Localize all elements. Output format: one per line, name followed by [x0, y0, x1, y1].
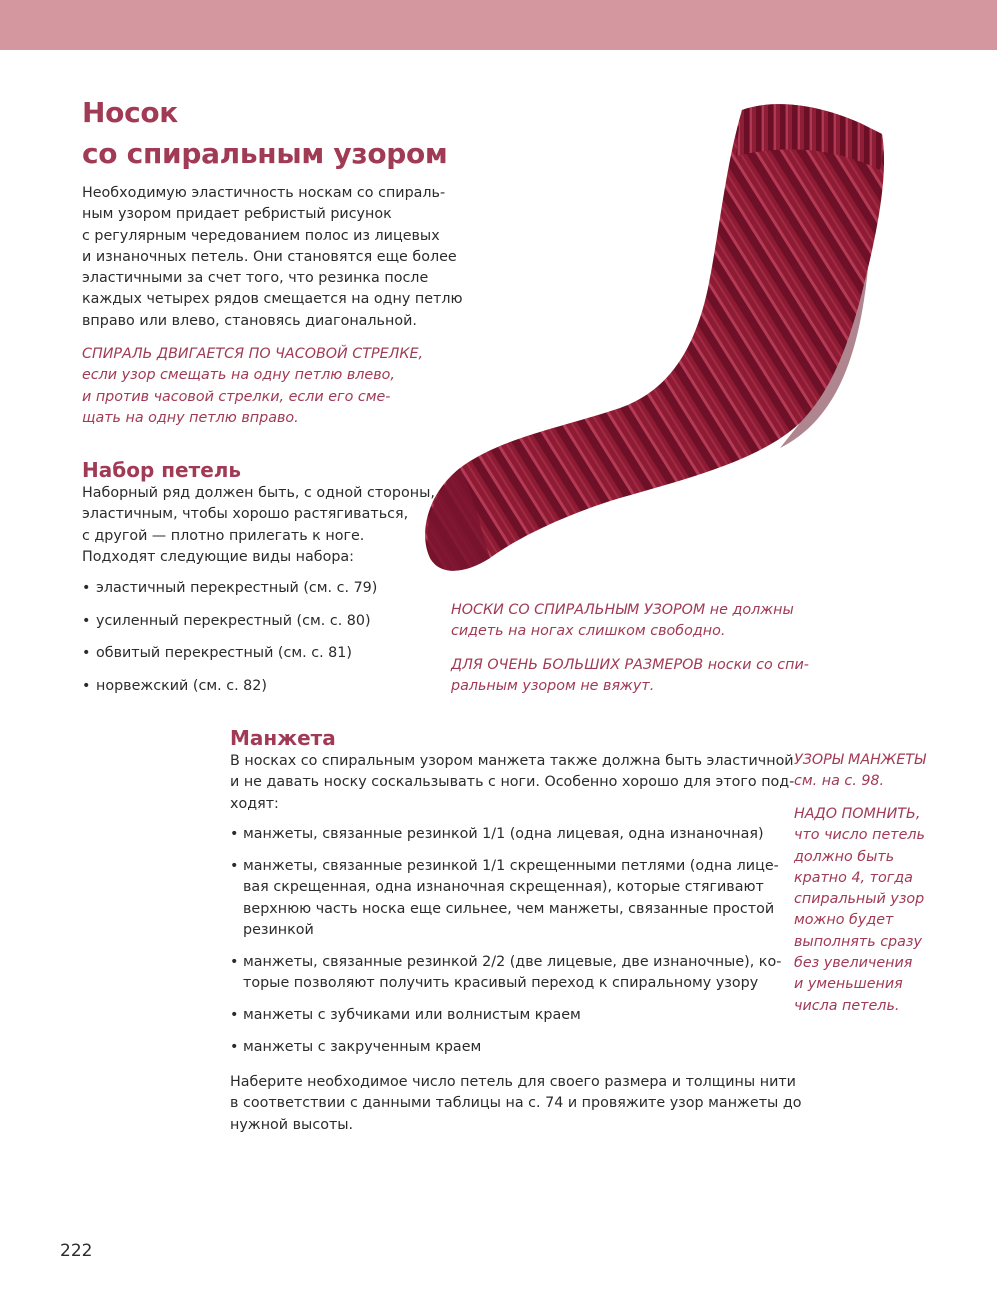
note-line: СПИРАЛЬ ДВИГАЕТСЯ ПО ЧАСОВОЙ СТРЕЛКЕ, — [82, 346, 424, 362]
bullet: • — [230, 1007, 239, 1024]
sidebar-line: без увеличения — [794, 955, 913, 972]
intro-line: и изнаночных петель. Они становятся еще более — [82, 248, 457, 265]
sidebar-line: спиральный узор — [794, 891, 925, 908]
list-item-text: торые позволяют получить красивый переход к спиральному узору — [243, 975, 759, 992]
list-item — [230, 856, 779, 941]
sock-body — [425, 104, 884, 571]
list-item-text: усиленный перекрестный (см. с. 80) — [96, 612, 371, 629]
intro-paragraph — [82, 183, 463, 332]
title-line: Носок — [82, 96, 179, 129]
cast-on-line: Подходят следующие виды набора: — [82, 548, 354, 565]
list-item-text: манжеты с зубчиками или волнистым краем — [243, 1007, 581, 1024]
intro-line: ным узором придает ребристый рисунок — [82, 206, 392, 223]
cuff-line: и не давать носку соскальзывать с ноги. Особенно хорошо для этого под- — [230, 774, 795, 791]
note-line: и против часовой стрелки, если его сме- — [82, 388, 391, 405]
cast-on-line: эластичным, чтобы хорошо растягиваться, — [82, 506, 409, 523]
caption-line: ральным узором не вяжут. — [451, 678, 655, 695]
cuff-outro-paragraph — [230, 1072, 802, 1136]
sidebar-line: кратно 4, тогда — [794, 869, 913, 886]
list-item-text: эластичный перекрестный (см. с. 79) — [96, 580, 378, 596]
intro-line: вправо или влево, становясь диагональной. — [82, 312, 417, 329]
sidebar-line: выполнять сразу — [794, 933, 922, 950]
list-item — [82, 643, 377, 676]
cuff-line: ходят: — [230, 795, 279, 812]
page-number: 222 — [60, 1241, 93, 1261]
knitted-sock-photo — [420, 88, 900, 588]
cuff-list — [230, 824, 782, 1069]
list-item-text: верхнюю часть носка еще сильнее, чем манжеты, связанные простой — [243, 900, 775, 917]
caption-line: НОСКИ СО СПИРАЛЬНЫМ УЗОРОМ не должны — [451, 602, 794, 618]
list-item-text: манжеты, связанные резинкой 2/2 (две лицевые, две изнаночные), ко- — [243, 953, 782, 970]
note-line: щать на одну петлю вправо. — [82, 409, 299, 426]
sidebar-note-2 — [794, 804, 974, 1017]
list-item-text: резинкой — [243, 921, 314, 938]
sidebar-line: числа петель. — [794, 997, 900, 1014]
list-item — [230, 824, 770, 845]
header-band — [0, 0, 997, 50]
bullet: • — [82, 645, 91, 661]
list-item — [230, 952, 782, 995]
intro-line: Необходимую эластичность носкам со спираль- — [82, 185, 446, 201]
outro-line: в соответствии с данными таблицы на с. 74 и провяжите узор манжеты до — [230, 1095, 802, 1112]
sidebar-note-1 — [794, 750, 974, 793]
list-item-text: обвитый перекрестный (см. с. 81) — [96, 645, 352, 661]
intro-line: эластичными за счет того, что резинка после — [82, 270, 429, 287]
image-caption-2 — [451, 655, 831, 698]
image-caption-1 — [451, 600, 831, 643]
cast-on-line: с другой — плотно прилегать к ноге. — [82, 527, 365, 544]
bullet: • — [230, 826, 239, 842]
list-item-text: норвежский (см. с. 82) — [96, 677, 267, 694]
list-item-text: манжеты с закрученным краем — [243, 1039, 482, 1056]
list-item — [82, 578, 377, 611]
sidebar-line: НАДО ПОМНИТЬ, — [794, 806, 921, 822]
caption-line: ДЛЯ ОЧЕНЬ БОЛЬШИХ РАЗМЕРОВ носки со спи- — [451, 657, 809, 673]
sidebar-line: и уменьшения — [794, 976, 903, 993]
list-item — [82, 611, 377, 644]
cuff-line: В носках со спиральным узором манжета также должна быть эластичной — [230, 753, 794, 769]
cast-on-paragraph — [82, 483, 435, 568]
cuff-paragraph — [230, 751, 795, 815]
outro-line: нужной высоты. — [230, 1116, 354, 1133]
bullet: • — [230, 953, 239, 970]
list-item — [230, 1005, 770, 1026]
list-item — [230, 1037, 770, 1058]
sidebar-line: можно будет — [794, 912, 894, 929]
intro-line: каждых четырех рядов смещается на одну петлю — [82, 291, 463, 308]
bullet: • — [230, 857, 239, 874]
bullet: • — [82, 677, 91, 694]
bullet: • — [230, 1039, 239, 1056]
page-title — [82, 92, 448, 174]
caption-line: сидеть на ногах слишком свободно. — [451, 623, 726, 640]
bullet: • — [82, 580, 91, 596]
spiral-note — [82, 344, 452, 429]
sidebar-line: УЗОРЫ МАНЖЕТЫ — [794, 752, 926, 768]
list-item-text: вая скрещенная, одна изнаночная скрещенная), которые стягивают — [243, 879, 764, 896]
cast-on-list — [82, 578, 377, 708]
sidebar-line: см. на с. 98. — [794, 773, 885, 790]
note-line: если узор смещать на одну петлю влево, — [82, 367, 395, 384]
cast-on-line: Наборный ряд должен быть, с одной стороны, — [82, 485, 435, 501]
bullet: • — [82, 612, 91, 629]
intro-line: с регулярным чередованием полос из лицевых — [82, 227, 440, 244]
cuff-heading: Манжета — [230, 726, 336, 750]
sidebar-line: должно быть — [794, 848, 895, 865]
list-item-text: манжеты, связанные резинкой 1/1 скрещенными петлями (одна лице- — [243, 857, 779, 874]
list-item — [82, 676, 377, 709]
outro-line: Наберите необходимое число петель для своего размера и толщины нити — [230, 1074, 796, 1090]
cast-on-heading: Набор петель — [82, 458, 242, 482]
list-item-text: манжеты, связанные резинкой 1/1 (одна лицевая, одна изнаночная) — [243, 826, 764, 842]
sidebar-line: что число петель — [794, 827, 925, 844]
title-line: со спиральным узором — [82, 137, 448, 170]
